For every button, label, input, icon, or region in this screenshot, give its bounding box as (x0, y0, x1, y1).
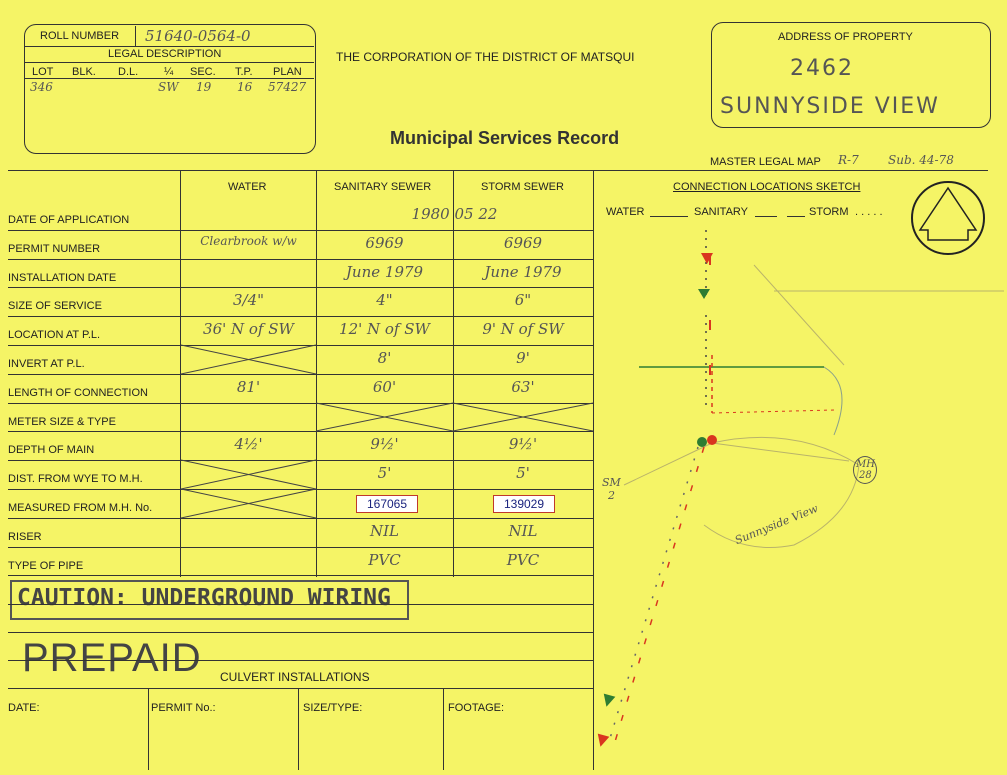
legal-col-dl: D.L. (118, 66, 139, 78)
table-cell-sanitary: 1980 05 22 (411, 205, 498, 223)
address-street: SUNNYSIDE VIEW (720, 94, 940, 119)
table-row-label: LOCATION AT P.L. (8, 329, 101, 342)
table-cell-sanitary: 6969 (365, 233, 404, 252)
table-cell-water: 3/4" (232, 291, 265, 310)
table-cell-storm: 9' N of SW (482, 320, 564, 339)
table-cell-sanitary: NIL (369, 521, 399, 540)
legal-col-plan: PLAN (273, 66, 302, 78)
table-row-label: PERMIT NUMBER (8, 242, 101, 255)
legend-storm-prefix-line (787, 216, 805, 217)
table-cell-storm: 9' (516, 349, 530, 367)
legend-water-line (650, 216, 688, 217)
master-legal-map-sub: Sub. 44-78 (888, 153, 954, 167)
legend-storm: STORM (809, 206, 849, 218)
sketch-label-mh: MH (856, 459, 875, 470)
table-cell-storm: 6" (514, 291, 532, 310)
table-row-label: METER SIZE & TYPE (8, 415, 116, 428)
legal-value-plan: 57427 (268, 80, 307, 94)
legal-col-sec: SEC. (190, 66, 216, 78)
table-cell-storm: June 1979 (484, 262, 562, 281)
culvert-col-footage: FOOTAGE: (448, 702, 505, 714)
master-legal-map-label: MASTER LEGAL MAP (710, 156, 821, 168)
legend-sanitary-line (755, 216, 777, 217)
table-cell-storm: 9½' (508, 435, 538, 454)
crossed-out-cells (0, 0, 600, 600)
table-cell-storm: 6969 (503, 233, 543, 252)
table-cell-sanitary: 12' N of SW (339, 320, 430, 339)
connection-sketch (594, 225, 1004, 770)
legal-value-lot: 346 (30, 80, 53, 94)
record-title: Municipal Services Record (390, 128, 620, 148)
legal-description-label: LEGAL DESCRIPTION (108, 48, 222, 60)
culvert-col-date: DATE: (8, 702, 40, 714)
legal-col-blk: BLK. (72, 66, 96, 78)
legend-sanitary: SANITARY (694, 206, 748, 218)
sketch-title: CONNECTION LOCATIONS SKETCH (673, 181, 861, 193)
legal-value-sec: 19 (196, 80, 212, 94)
table-row-label: LENGTH OF CONNECTION (8, 386, 148, 399)
table-cell-storm: 139029 (493, 495, 555, 513)
table-row-label: INSTALLATION DATE (8, 271, 117, 284)
legal-col-tp: T.P. (235, 66, 253, 78)
table-cell-sanitary: June 1979 (345, 262, 424, 281)
table-row-label: INVERT AT P.L. (8, 358, 85, 370)
table-row-label: SIZE OF SERVICE (8, 300, 102, 313)
table-cell-storm: 5' (516, 464, 530, 483)
legal-value-tp: 16 (237, 80, 253, 94)
corporation-title: THE CORPORATION OF THE DISTRICT OF MATSQUI (336, 50, 635, 64)
table-cell-sanitary: 5' (377, 464, 392, 483)
roll-number-label: ROLL NUMBER (40, 30, 120, 42)
table-row-label: DATE OF APPLICATION (8, 214, 130, 226)
sketch-label-mh-num: 28 (859, 470, 872, 481)
culvert-line-3 (8, 660, 593, 661)
table-cell-sanitary: 4" (376, 291, 393, 310)
sketch-label-sm-num: 2 (608, 489, 615, 502)
caution-stamp: CAUTION: UNDERGROUND WIRING (17, 585, 391, 611)
table-row-label: DEPTH OF MAIN (8, 444, 95, 457)
col-header-sanitary: SANITARY SEWER (334, 181, 432, 193)
master-legal-map-value: R-7 (838, 153, 859, 167)
culvert-title-line (8, 688, 593, 689)
culvert-div-1 (148, 688, 149, 770)
culvert-col-size: SIZE/TYPE: (303, 702, 363, 714)
table-cell-water: Clearbrook w/w (200, 233, 297, 248)
roll-number-value: 51640-0564-0 (145, 27, 251, 45)
table-cell-sanitary: PVC (368, 550, 401, 569)
address-label: ADDRESS OF PROPERTY (778, 31, 913, 43)
legal-value-quarter: SW (158, 80, 179, 94)
legal-col-lot: LOT (32, 66, 54, 78)
sketch-street-label: Sunnyside View (733, 501, 820, 548)
table-cell-storm: 63' (511, 377, 535, 396)
culvert-col-permit: PERMIT No.: (151, 702, 216, 714)
table-cell-sanitary: 9½' (370, 435, 399, 454)
table-cell-water: 4½' (234, 435, 263, 454)
table-cell-sanitary: 167065 (356, 495, 418, 513)
table-cell-storm: NIL (508, 521, 538, 540)
culvert-title: CULVERT INSTALLATIONS (220, 670, 370, 684)
table-row-label: MEASURED FROM M.H. No. (8, 502, 153, 514)
table-row-label: RISER (8, 530, 42, 543)
prepaid-stamp: PREPAID (22, 636, 202, 680)
table-row-label: TYPE OF PIPE (8, 559, 84, 572)
culvert-div-2 (298, 688, 299, 770)
col-header-storm: STORM SEWER (481, 181, 564, 193)
culvert-div-3 (443, 688, 444, 770)
table-cell-sanitary: 8' (377, 349, 392, 367)
legal-col-quarter: ¼ (164, 66, 174, 78)
table-cell-water: 36' N of SW (203, 320, 294, 339)
address-number: 2462 (790, 56, 854, 81)
col-header-water: WATER (228, 181, 267, 193)
culvert-line-2 (8, 632, 593, 633)
culvert-line-1 (8, 604, 593, 605)
legend-water: WATER (606, 206, 645, 218)
table-cell-sanitary: 60' (372, 377, 397, 396)
sketch-label-sm: SM (602, 476, 621, 489)
table-cell-water: 81' (236, 377, 261, 396)
legend-storm-dots: . . . . . (855, 206, 883, 218)
table-row-label: DIST. FROM WYE TO M.H. (8, 473, 143, 486)
table-cell-storm: PVC (506, 550, 540, 569)
